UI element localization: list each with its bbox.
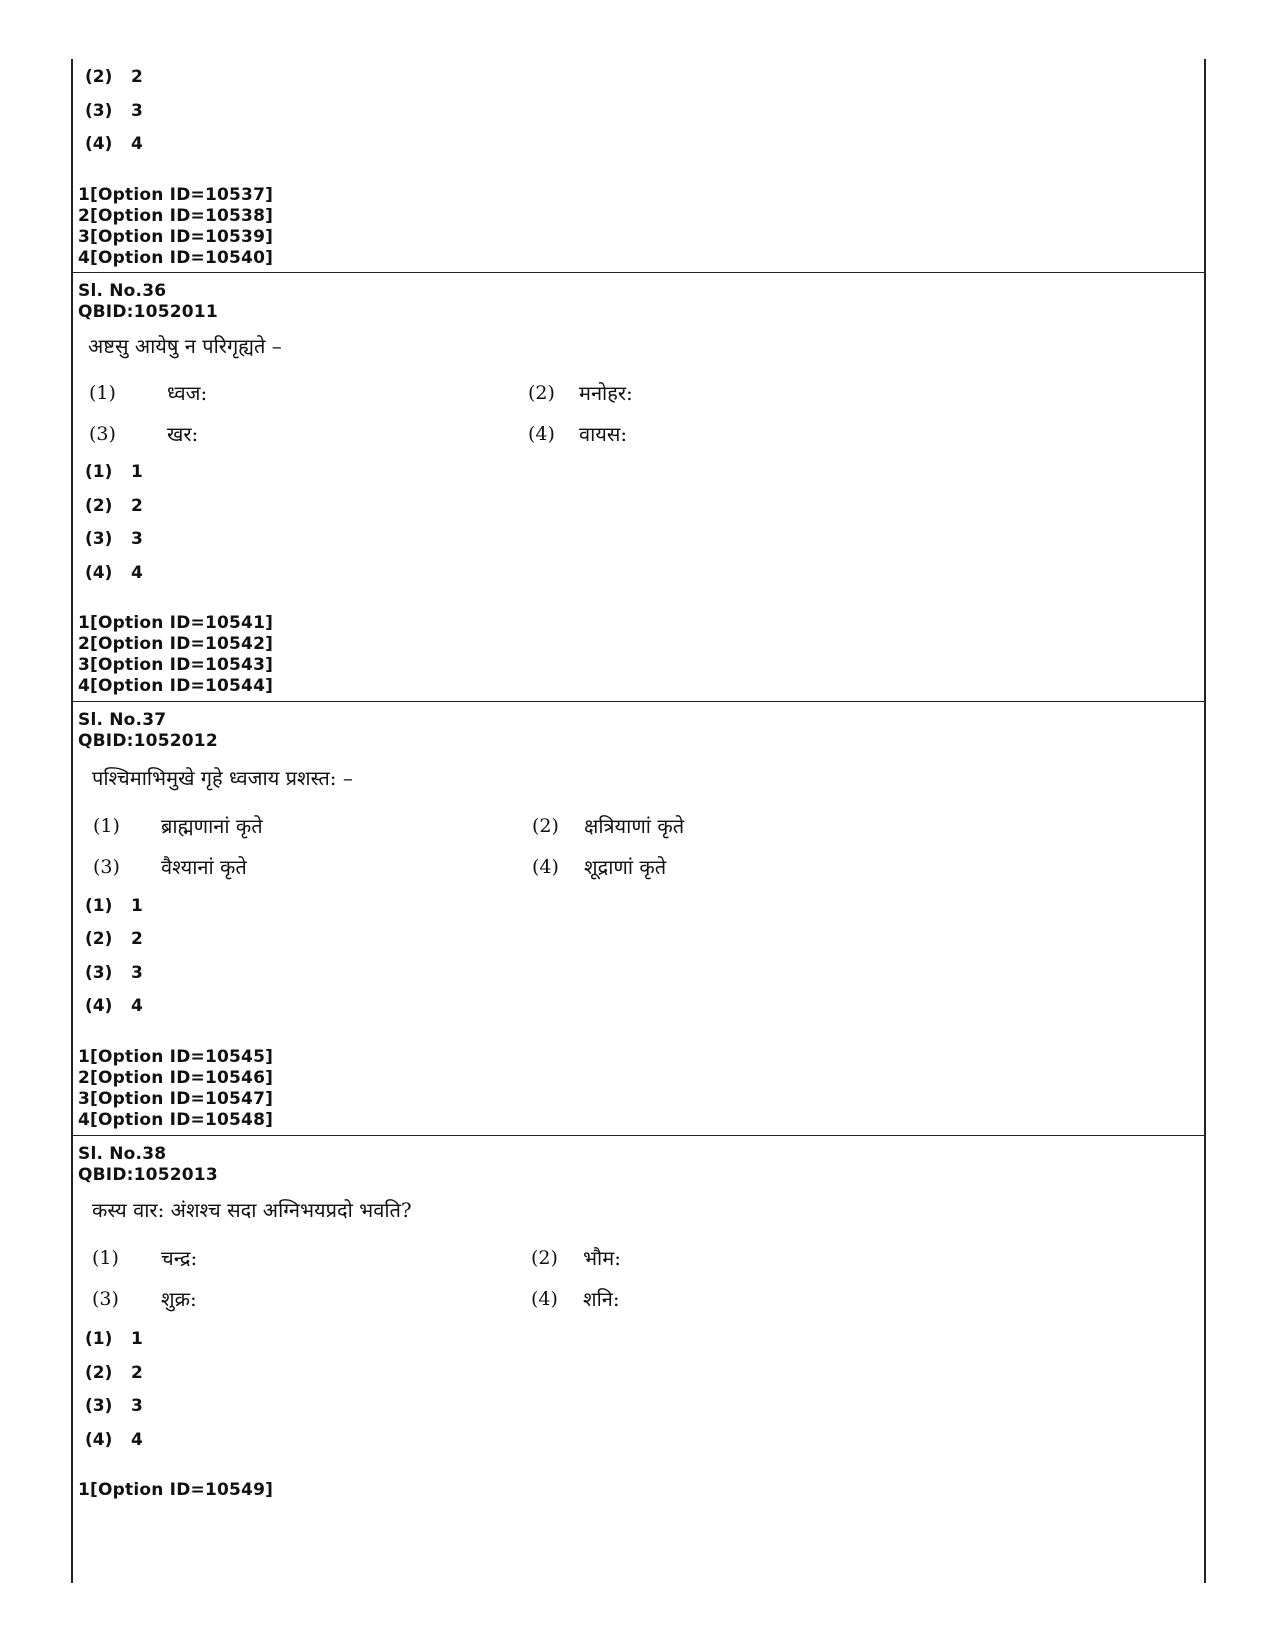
question-text: कस्य वार: अंशश्च सदा अग्निभयप्रदो भवति? (92, 1198, 412, 1222)
serial-number: Sl. No.38 (78, 1144, 167, 1164)
option-text: शूद्राणां कृते (584, 855, 667, 879)
option-id: 3[Option ID=10543] (78, 655, 274, 675)
answer-row: (3) 3 (85, 1396, 143, 1416)
option-id: 4[Option ID=10548] (78, 1110, 274, 1130)
option-text: चन्द्र: (161, 1246, 198, 1270)
divider (71, 272, 1206, 273)
answer-row: (1) 1 (85, 896, 143, 916)
answer-row: (4) 4 (85, 1430, 143, 1450)
option-number: (1) (93, 815, 120, 837)
option-id: 4[Option ID=10544] (78, 676, 274, 696)
option-number: (3) (89, 423, 116, 445)
qbid: QBID:1052013 (78, 1165, 218, 1185)
option-text: खर: (167, 422, 199, 446)
option-id: 2[Option ID=10538] (78, 206, 274, 226)
answer-row: (2) 2 (85, 67, 143, 87)
option-id: 2[Option ID=10546] (78, 1068, 274, 1088)
option-text: शुक्र: (161, 1287, 197, 1311)
option-id: 1[Option ID=10541] (78, 613, 274, 633)
option-id: 1[Option ID=10549] (78, 1480, 274, 1500)
option-text: ध्वज: (167, 381, 208, 405)
answer-row: (4) 4 (85, 996, 143, 1016)
option-id: 3[Option ID=10547] (78, 1089, 274, 1109)
option-number: (3) (93, 856, 120, 878)
answer-row: (2) 2 (85, 496, 143, 516)
option-number: (4) (532, 856, 559, 878)
option-text: वायस: (579, 422, 628, 446)
option-text: शनि: (583, 1287, 620, 1311)
option-number: (4) (531, 1288, 558, 1310)
divider (71, 1135, 1206, 1136)
option-text: मनोहर: (579, 381, 633, 405)
answer-row: (1) 1 (85, 1329, 143, 1349)
option-id: 2[Option ID=10542] (78, 634, 274, 654)
answer-row: (2) 2 (85, 929, 143, 949)
option-text: ब्राह्मणानां कृते (161, 814, 263, 838)
question-text: अष्टसु आयेषु न परिगृह्यते – (88, 334, 282, 358)
answer-row: (2) 2 (85, 1363, 143, 1383)
option-number: (4) (528, 423, 555, 445)
answer-row: (3) 3 (85, 529, 143, 549)
option-id: 1[Option ID=10545] (78, 1047, 274, 1067)
qbid: QBID:1052011 (78, 302, 218, 322)
question-text: पश्चिमाभिमुखे गृहे ध्वजाय प्रशस्त: – (92, 766, 353, 790)
serial-number: Sl. No.36 (78, 281, 167, 301)
option-id: 4[Option ID=10540] (78, 248, 274, 268)
option-id: 3[Option ID=10539] (78, 227, 274, 247)
serial-number: Sl. No.37 (78, 710, 167, 730)
option-number: (3) (92, 1288, 119, 1310)
qbid: QBID:1052012 (78, 731, 218, 751)
option-text: भौम: (583, 1246, 621, 1270)
answer-row: (1) 1 (85, 462, 143, 482)
answer-row: (4) 4 (85, 563, 143, 583)
option-number: (1) (92, 1247, 119, 1269)
divider (71, 701, 1206, 702)
option-text: क्षत्रियाणां कृते (584, 814, 685, 838)
option-text: वैश्यानां कृते (161, 855, 247, 879)
answer-row: (3) 3 (85, 963, 143, 983)
option-number: (2) (531, 1247, 558, 1269)
option-number: (2) (528, 382, 555, 404)
option-number: (2) (532, 815, 559, 837)
answer-row: (3) 3 (85, 101, 143, 121)
option-id: 1[Option ID=10537] (78, 185, 274, 205)
option-number: (1) (89, 382, 116, 404)
answer-row: (4) 4 (85, 134, 143, 154)
